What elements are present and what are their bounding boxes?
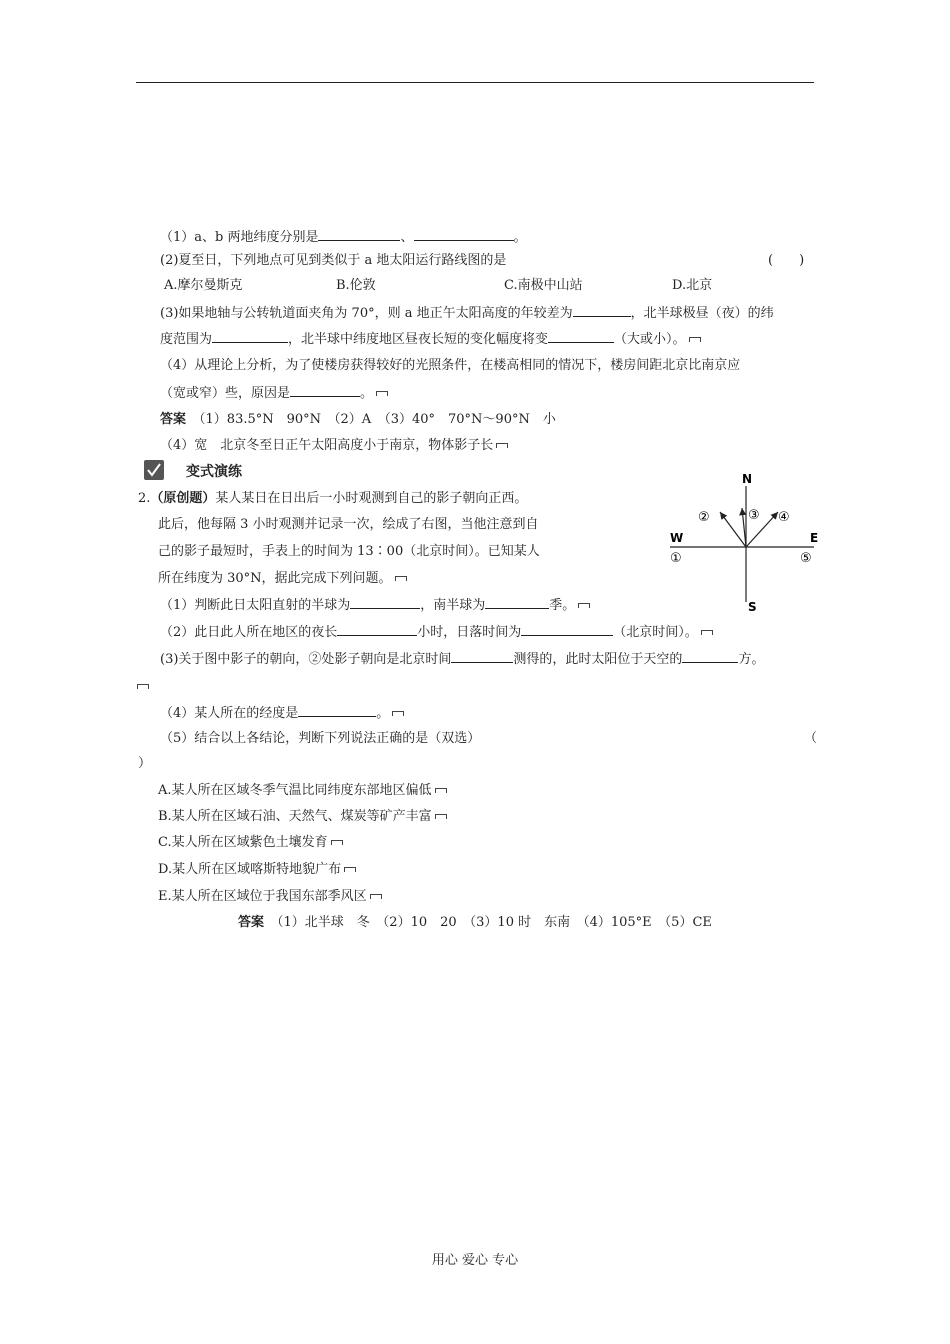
shadow-direction-diagram: [662, 470, 830, 616]
q2-sub3-mark: [137, 678, 149, 696]
label-south: S: [748, 600, 757, 614]
q1-option-d: D.北京: [672, 278, 713, 293]
q2-option-e: E.某人所在区域位于我国东部季风区: [158, 888, 382, 906]
q2-line3: 己的影子最短时，手表上的时间为 13∶00（北京时间）。已知某人: [158, 544, 540, 559]
q2-option-d: D.某人所在区域喀斯特地貌广布: [158, 861, 356, 879]
q2-sub1: （1）判断此日太阳直射的半球为 ，南半球为 季。: [160, 596, 590, 615]
q1-part3-line2: 度范围为 ，北半球中纬度地区昼夜长短的变化幅度将变 （大或小）。: [160, 330, 701, 349]
q2-sub5-close: ）: [138, 756, 152, 771]
q1-part3-line1: (3)如果地轴与公转轨道面夹角为 70°，则 a 地正午太阳高度的年较差为 ，北半球极昼（夜）的纬: [160, 306, 774, 321]
page-footer: 用心 爱心 专心: [431, 1253, 519, 1268]
q2-sub2: （2）此日此人所在地区的夜长 小时，日落时间为 （北京时间）。: [160, 623, 713, 642]
q2-sub5-open: （: [804, 731, 818, 746]
q2-answer: 答案 （1）北半球 冬 （2）10 20 （3）10 时 东南 （4）105°E （5）CE: [238, 915, 712, 930]
q1-answer-line2: （4）宽 北京冬至日正午太阳高度小于南京，物体影子长: [160, 437, 508, 455]
label-pos-5: ⑤: [800, 551, 812, 566]
q2-option-b: B.某人所在区域石油、天然气、煤炭等矿产丰富: [158, 808, 447, 826]
q1-option-b: B.伦敦: [336, 278, 376, 293]
section-title: 变式演练: [186, 464, 242, 480]
q2-line1: 2.（原创题）某人某日在日出后一小时观测到自己的影子朝向正西。: [138, 491, 528, 506]
q1-option-a: A.摩尔曼斯克: [164, 278, 243, 293]
q2-sub4: （4）某人所在的经度是 。: [160, 704, 404, 723]
q1-part1: （1）a、b 两地纬度分别是 、 。: [160, 230, 527, 245]
q2-sub5: （5）结合以上各结论，判断下列说法正确的是（双选）: [160, 731, 481, 746]
q1-part2-paren: ( ): [768, 253, 805, 268]
shadow-arrow-2: [720, 512, 746, 547]
q1-part4-line1: （4）从理论上分析，为了使楼房获得较好的光照条件，在楼高相同的情况下，楼房间距北京比南京应: [160, 358, 741, 373]
label-pos-1: ①: [670, 551, 682, 566]
label-west: W: [670, 531, 684, 545]
q2-line4: 所在纬度为 30°N，据此完成下列问题。: [158, 570, 407, 588]
q1-part4-line2: （宽或窄）些，原因是 。: [160, 384, 388, 403]
q1-part2: (2)夏至日，下列地点可见到类似于 a 地太阳运行路线图的是: [160, 253, 507, 268]
label-east: E: [810, 531, 819, 545]
header-rule: [136, 82, 814, 83]
q2-line2: 此后，他每隔 3 小时观测并记录一次，绘成了右图，当他注意到自: [158, 517, 539, 532]
q1-option-c: C.南极中山站: [504, 278, 583, 293]
checkbox-icon: [144, 460, 164, 480]
label-pos-4: ④: [778, 510, 790, 525]
q1-answer: 答案 （1）83.5°N 90°N （2）A （3）40° 70°N～90°N 小: [160, 412, 556, 427]
label-pos-2: ②: [698, 510, 710, 525]
q2-option-c: C.某人所在区域紫色土壤发育: [158, 834, 343, 852]
label-pos-3: ③: [748, 508, 760, 523]
q2-sub3: (3)关于图中影子的朝向，②处影子朝向是北京时间 测得的，此时太阳位于天空的 方。: [160, 652, 765, 667]
q2-option-a: A.某人所在区域冬季气温比同纬度东部地区偏低: [158, 782, 447, 800]
label-north: N: [742, 472, 753, 486]
